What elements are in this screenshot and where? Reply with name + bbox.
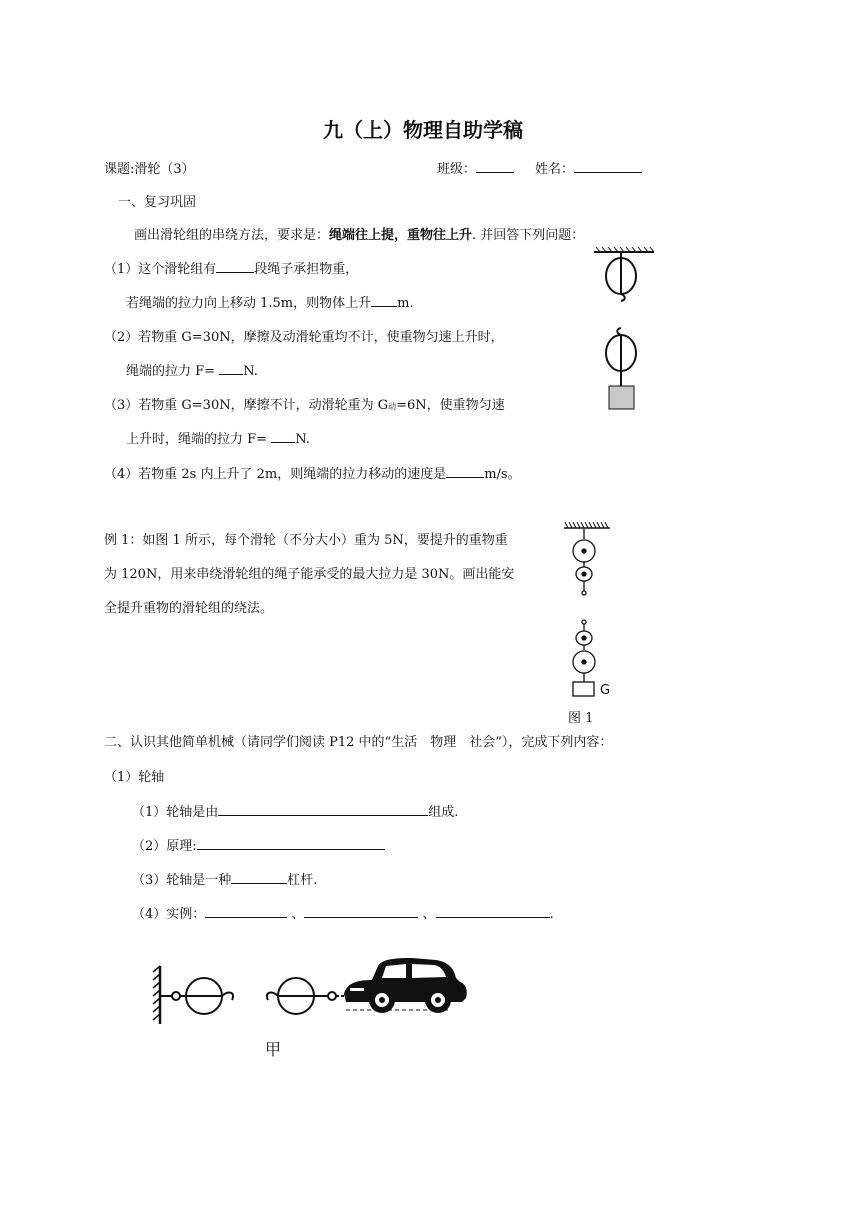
section1-intro xyxy=(134,224,584,243)
q3b-blank xyxy=(271,430,295,443)
q2b-text: 绳端的拉力 F= xyxy=(126,364,216,379)
ceiling-hatch xyxy=(594,247,654,252)
q1a-text-end: 段绳子承担物重， xyxy=(254,262,359,277)
item4-end: . xyxy=(549,907,554,922)
section1-heading: 一、复习巩固 xyxy=(118,195,197,210)
item3-text: （3）轮轴是一种 xyxy=(132,873,232,888)
item4-blank2 xyxy=(304,905,418,918)
name-field xyxy=(535,158,642,177)
movable-pulley xyxy=(606,328,636,386)
item4-sep2: 、 xyxy=(422,907,436,922)
example1-line2: 为 120N，用来串绕滑轮组的绳子能承受的最大拉力是 30N。画出能安 xyxy=(104,567,515,582)
section2-heading: 二、认识其他简单机械（请同学们阅读 P12 中的“生活 物理 社会”），完成下列内容： xyxy=(104,735,613,750)
class-blank xyxy=(476,160,514,173)
q4-blank xyxy=(446,465,484,478)
car-icon xyxy=(344,958,467,1013)
class-label: 班级： xyxy=(437,162,477,177)
q2b-text-end: N. xyxy=(243,364,258,379)
wheel-axle-item3 xyxy=(132,869,317,888)
question-2b xyxy=(126,360,258,379)
item2-blank xyxy=(197,837,385,850)
name-blank xyxy=(574,160,642,173)
q3a-subscript: 动 xyxy=(388,402,397,411)
pulley-car-illustration xyxy=(150,952,470,1027)
fixed-pulley xyxy=(161,978,233,1014)
q1a-blank xyxy=(216,260,254,273)
question-2a: （2）若物重 G=30N，摩擦及动滑轮重均不计，使重物匀速上升时， xyxy=(104,330,504,345)
item4-blank1 xyxy=(205,905,287,918)
q3b-text: 上升时，绳端的拉力 F= xyxy=(126,432,268,447)
item4-blank3 xyxy=(436,905,550,918)
question-1b xyxy=(126,292,414,311)
question-4 xyxy=(104,463,521,482)
item4-sep1: 、 xyxy=(291,907,305,922)
name-label: 姓名： xyxy=(535,162,575,177)
q4-text-end: m/s。 xyxy=(484,467,521,482)
q3a-text: （3）若物重 G=30N，摩擦不计，动滑轮重为 G xyxy=(104,398,389,413)
item1-text: （1）轮轴是由 xyxy=(132,805,219,820)
item3-blank xyxy=(231,871,287,884)
class-field xyxy=(437,158,514,177)
ceiling-hatch xyxy=(564,522,610,528)
q2b-blank xyxy=(219,362,243,375)
wheel-axle-item2 xyxy=(132,835,385,854)
q1b-blank xyxy=(371,294,397,307)
fixed-pulley xyxy=(606,253,636,301)
wheel-axle-item4 xyxy=(132,903,554,922)
movable-pulley xyxy=(267,978,348,1014)
question-1a xyxy=(104,258,358,277)
section2-sub1: （1）轮轴 xyxy=(104,770,165,785)
q1b-text: 若绳端的拉力向上移动 1.5m，则物体上升 xyxy=(126,296,372,311)
item3-text-end: 杠杆. xyxy=(287,873,318,888)
wall xyxy=(153,966,160,1024)
q3b-text-end: N. xyxy=(295,432,310,447)
item4-text: （4）实例： xyxy=(132,907,206,922)
question-3a xyxy=(104,394,505,413)
example1-line1: 例 1：如图 1 所示，每个滑轮（不分大小）重为 5N，要提升的重物重 xyxy=(104,533,508,548)
q4-text: （4）若物重 2s 内上升了 2m，则绳端的拉力移动的速度是 xyxy=(104,467,447,482)
weight-box xyxy=(573,682,594,696)
figure1-caption: 图 1 xyxy=(568,711,594,726)
item1-blank xyxy=(218,803,428,816)
intro-bold-text: 绳端往上提，重物往上升 xyxy=(329,228,473,243)
pulley-diagram-figure1 xyxy=(560,519,620,699)
wheel-axle-item1 xyxy=(132,801,458,820)
q1a-text: （1）这个滑轮组有 xyxy=(104,262,217,277)
intro-text-end: . 并回答下列问题： xyxy=(472,228,585,243)
item2-text: （2）原理: xyxy=(132,839,197,854)
weight-label: G xyxy=(600,683,611,698)
q3a-text-end: =6N，使重物匀速 xyxy=(396,398,505,413)
topic-label: 课题:滑轮（3） xyxy=(104,162,195,177)
intro-text: 画出滑轮组的串绕方法，要求是： xyxy=(134,228,330,243)
example1-line3: 全提升重物的滑轮组的绕法。 xyxy=(104,601,274,616)
weight-block xyxy=(609,386,634,409)
item1-text-end: 组成. xyxy=(428,805,459,820)
question-3b xyxy=(126,428,310,447)
pulley-diagram-1 xyxy=(590,246,660,416)
figure-jia-label: 甲 xyxy=(265,1040,282,1059)
q1b-text-end: m. xyxy=(397,296,414,311)
page-title: 九（上）物理自助学稿 xyxy=(323,118,523,142)
